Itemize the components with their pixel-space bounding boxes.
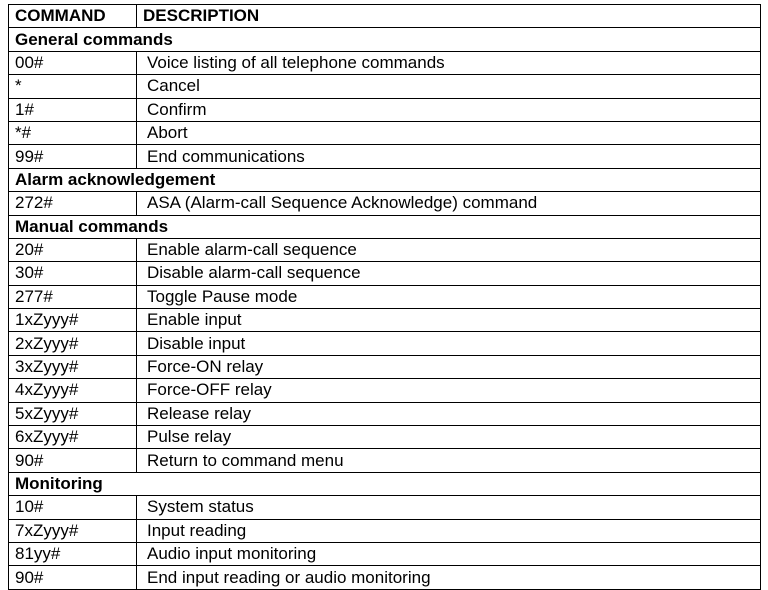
description-cell: Abort (137, 121, 761, 144)
description-cell: Pulse relay (137, 426, 761, 449)
section-header-row (9, 472, 761, 495)
table-row (9, 121, 761, 144)
description-cell: End input reading or audio monitoring (137, 566, 761, 589)
description-cell: Audio input monitoring (137, 542, 761, 565)
command-cell: 272# (9, 192, 137, 215)
table-row (9, 426, 761, 449)
table-row (9, 285, 761, 308)
header-row (9, 5, 761, 28)
command-cell: 1xZyyy# (9, 309, 137, 332)
command-cell: 90# (9, 566, 137, 589)
command-cell: 277# (9, 285, 137, 308)
table-row (9, 332, 761, 355)
description-cell: System status (137, 496, 761, 519)
command-cell: 7xZyyy# (9, 519, 137, 542)
command-cell: 99# (9, 145, 137, 168)
command-table-body (9, 28, 761, 589)
table-row (9, 542, 761, 565)
header-command: COMMAND (9, 5, 137, 28)
command-cell: 00# (9, 51, 137, 74)
command-cell: 5xZyyy# (9, 402, 137, 425)
header-description: DESCRIPTION (137, 5, 761, 28)
description-cell: Toggle Pause mode (137, 285, 761, 308)
table-row (9, 309, 761, 332)
table-row (9, 379, 761, 402)
description-cell: Voice listing of all telephone commands (137, 51, 761, 74)
section-header-row (9, 215, 761, 238)
command-cell: 20# (9, 238, 137, 261)
section-title: General commands (9, 28, 761, 51)
description-cell: Force-OFF relay (137, 379, 761, 402)
description-cell: Input reading (137, 519, 761, 542)
command-cell: 3xZyyy# (9, 355, 137, 378)
command-cell: 6xZyyy# (9, 426, 137, 449)
description-cell: ASA (Alarm-call Sequence Acknowledge) command (137, 192, 761, 215)
table-row (9, 238, 761, 261)
table-row (9, 402, 761, 425)
table-row (9, 98, 761, 121)
description-cell: Cancel (137, 75, 761, 98)
table-row (9, 75, 761, 98)
command-table (8, 4, 761, 590)
table-row (9, 519, 761, 542)
command-cell: *# (9, 121, 137, 144)
command-cell: 1# (9, 98, 137, 121)
table-row (9, 355, 761, 378)
command-cell: * (9, 75, 137, 98)
table-row (9, 51, 761, 74)
section-title: Manual commands (9, 215, 761, 238)
section-header-row (9, 168, 761, 191)
command-cell: 2xZyyy# (9, 332, 137, 355)
description-cell: Disable input (137, 332, 761, 355)
description-cell: Enable input (137, 309, 761, 332)
table-row (9, 262, 761, 285)
table-row (9, 192, 761, 215)
section-title: Alarm acknowledgement (9, 168, 761, 191)
command-cell: 30# (9, 262, 137, 285)
command-cell: 4xZyyy# (9, 379, 137, 402)
section-header-row (9, 28, 761, 51)
section-title: Monitoring (9, 472, 761, 495)
description-cell: Return to command menu (137, 449, 761, 472)
command-table-container (8, 4, 760, 590)
description-cell: Confirm (137, 98, 761, 121)
description-cell: End communications (137, 145, 761, 168)
table-row (9, 496, 761, 519)
table-row (9, 566, 761, 589)
description-cell: Release relay (137, 402, 761, 425)
table-row (9, 145, 761, 168)
command-cell: 10# (9, 496, 137, 519)
description-cell: Disable alarm-call sequence (137, 262, 761, 285)
command-cell: 81yy# (9, 542, 137, 565)
command-cell: 90# (9, 449, 137, 472)
description-cell: Enable alarm-call sequence (137, 238, 761, 261)
description-cell: Force-ON relay (137, 355, 761, 378)
table-row (9, 449, 761, 472)
